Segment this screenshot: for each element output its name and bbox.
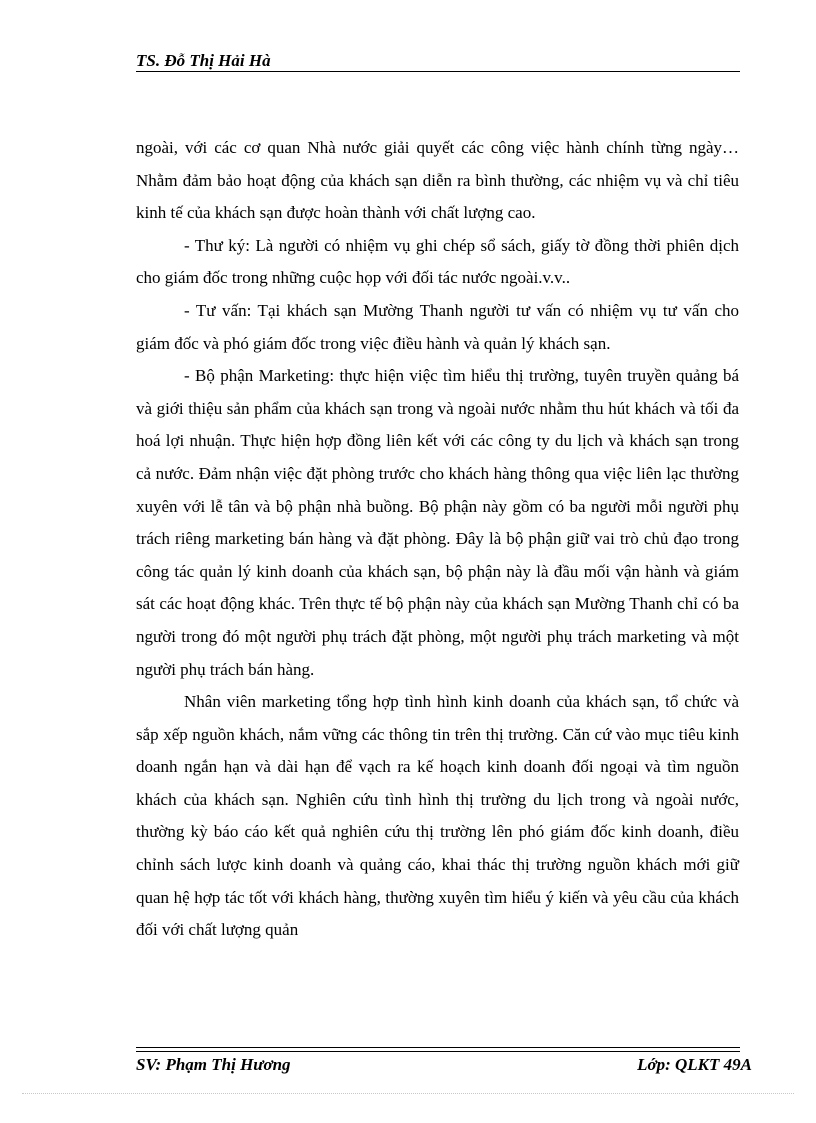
paragraph-marketing-staff: Nhân viên marketing tổng hợp tình hình kinh doanh của khách sạn, tổ chức và sắp xếp nguồn khách, nắm vững các thông tin trên thị trường. Căn cứ vào mục tiêu kinh doanh ngắn hạn và dài hạn để vạch ra kế hoạch kinh doanh đối ngoại và tìm nguồn khách của khách sạn. Nghiên cứu tình hình thị trường du lịch trong và ngoài nước, thường kỳ báo cáo kết quả nghiên cứu thị trường lên phó giám đốc kinh doanh, điều chỉnh sách lược kinh doanh và quảng cáo, khai thác thị trường nguồn khách mới giữ quan hệ hợp tác tốt với khách hàng, thường xuyên tìm hiểu ý kiến và yêu cầu của khách đối với chất lượng quản (136, 692, 739, 940)
footer-class: Lớp: QLKT 49A (637, 1055, 752, 1074)
footer-rule-bottom (136, 1051, 740, 1052)
paragraph-secretary: - Thư ký: Là người có nhiệm vụ ghi chép sổ sách, giấy tờ đồng thời phiên dịch cho giám đốc trong những cuộc họp với đối tác nước ngoài.v.v.. (136, 235, 739, 288)
paragraph-marketing-department: - Bộ phận Marketing: thực hiện việc tìm hiểu thị trường, tuyên truyền quảng bá và giới thiệu sản phẩm của khách sạn trong và ngoài nước nhằm thu hút khách và tối đa hoá lợi nhuận. Thực hiện hợp đồng liên kết với các công ty du lịch và khách sạn trong cả nước. Đảm nhận việc đặt phòng trước cho khách hàng thông qua việc liên lạc thường xuyên với lễ tân và bộ phận nhà buồng. Bộ phận này gồm có ba người mỗi người phụ trách riêng marketing bán hàng và đặt phòng. Đây là bộ phận giữ vai trò chủ đạo trong công tác quản lý kinh doanh của khách sạn, bộ phận này là đầu mối vận hành và giám sát các hoạt động khác. Trên thực tế bộ phận này của khách sạn Mường Thanh chỉ có ba người trong đó một người phụ trách đặt phòng, một người phụ trách marketing và một người phụ trách bán hàng. (136, 366, 739, 679)
page-edge-divider (22, 1093, 794, 1094)
page-header (136, 50, 740, 72)
paragraph-continuation: ngoài, với các cơ quan Nhà nước giải quyết các công việc hành chính từng ngày… Nhằm đảm bảo hoạt động của khách sạn diễn ra bình thường, các nhiệm vụ và chỉ tiêu kinh tế của khách sạn được hoàn thành với chất lượng cao. (136, 138, 739, 223)
header-rule (136, 71, 740, 72)
page-footer (136, 1054, 752, 1076)
body-text (136, 132, 739, 947)
footer-student: SV: Phạm Thị Hương (136, 1055, 291, 1074)
footer-rule-top (136, 1047, 740, 1048)
paragraph-consultant: - Tư vấn: Tại khách sạn Mường Thanh người tư vấn có nhiệm vụ tư vấn cho giám đốc và phó giám đốc trong việc điều hành và quản lý khách sạn. (136, 300, 739, 353)
header-author: TS. Đỗ Thị Hải Hà (136, 51, 271, 70)
